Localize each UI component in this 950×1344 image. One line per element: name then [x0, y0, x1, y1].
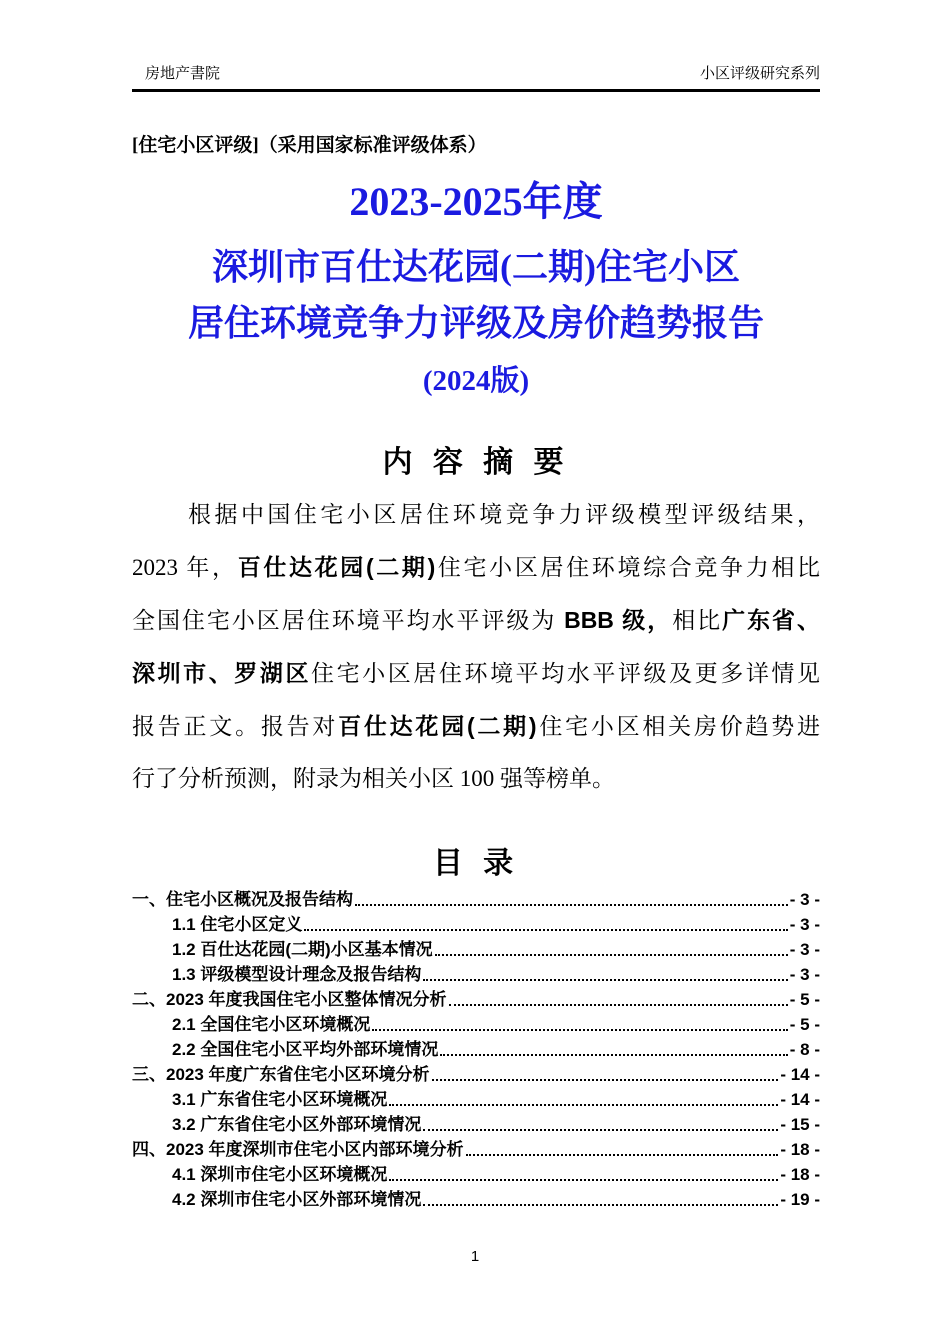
header-left-text: 房地产書院 [145, 65, 221, 82]
toc-entry[interactable] [132, 887, 820, 912]
page-header [132, 0, 820, 92]
abstract-line [132, 753, 820, 805]
report-title-subject: 居住环境竞争力评级及房价趋势报告 [187, 303, 764, 343]
toc-heading: 目 录 [432, 847, 520, 880]
toc-leader-dots [432, 1079, 779, 1081]
toc-entry[interactable] [132, 1062, 820, 1087]
page-number: 1 [470, 1248, 480, 1265]
header-right-text: 小区评级研究系列 [699, 65, 820, 82]
toc-entry-page: - 18 - [780, 1140, 820, 1159]
toc-entry-page: - 3 - [789, 965, 820, 984]
abstract-text-segment: 报告正文。报告对 [132, 714, 339, 739]
abstract-text-segment: 住宅小区居住环境平均水平评级及更多详情见 [311, 661, 821, 686]
toc-entry-label: 二、2023 年度我国住宅小区整体情况分析 [132, 990, 447, 1009]
abstract-heading: 内 容 摘 要 [382, 446, 570, 479]
toc-entry-label: 1.2 百仕达花园(二期)小区基本情况 [172, 940, 433, 959]
toc-entry[interactable] [132, 1087, 820, 1112]
abstract-text-segment: 住宅小区相关房价趋势进 [536, 714, 820, 739]
toc-leader-dots [355, 904, 788, 906]
abstract-text-segment: 全国住宅小区居住环境平均水平评级为 [132, 608, 565, 633]
abstract-text-segment: BBB 级， [564, 607, 673, 633]
toc-entry-label: 3.1 广东省住宅小区环境概况 [172, 1090, 388, 1109]
toc-leader-dots [423, 979, 787, 981]
report-title-year: 2023-2025年度 [349, 179, 603, 224]
toc-entry-page: - 19 - [780, 1190, 820, 1209]
toc-entry[interactable] [132, 1112, 820, 1137]
abstract-text-segment: 2023 年， [132, 555, 238, 580]
abstract-text-segment: 住宅小区居住环境综合竞争力相比 [435, 555, 820, 580]
abstract-line [132, 541, 820, 594]
toc-leader-dots [423, 1129, 778, 1131]
abstract-text-segment: 百仕达花园(二期) [237, 554, 436, 580]
report-edition: (2024版) [422, 365, 530, 397]
toc-leader-dots [440, 1054, 787, 1056]
toc-entry-page: - 14 - [780, 1065, 820, 1084]
classification-line: [住宅小区评级]（采用国家标准评级体系） [132, 135, 487, 156]
abstract-line [132, 647, 820, 700]
abstract-text-segment: 根据中国住宅小区居住环境竞争力评级模型评级结果， [188, 502, 820, 527]
toc-entry[interactable] [132, 962, 820, 987]
abstract-text-segment: 百仕达花园(二期) [338, 713, 537, 739]
toc-entry-page: - 5 - [789, 1015, 820, 1034]
toc-leader-dots [423, 1204, 778, 1206]
abstract-line [132, 700, 820, 753]
toc-leader-dots [372, 1029, 787, 1031]
toc-entry-label: 一、住宅小区概况及报告结构 [132, 890, 353, 909]
report-title-community: 深圳市百仕达花园(二期)住宅小区 [212, 247, 740, 287]
toc-entry-label: 三、2023 年度广东省住宅小区环境分析 [132, 1065, 430, 1084]
toc-leader-dots [304, 929, 787, 931]
toc-entry[interactable] [132, 1012, 820, 1037]
toc-entry[interactable] [132, 912, 820, 937]
toc-entry-label: 2.2 全国住宅小区平均外部环境情况 [172, 1040, 439, 1059]
toc-entry-page: - 8 - [789, 1040, 820, 1059]
toc-entry-label: 4.2 深圳市住宅小区外部环境情况 [172, 1190, 422, 1209]
abstract-line [132, 594, 820, 647]
toc-entry[interactable] [132, 937, 820, 962]
toc-entry-label: 3.2 广东省住宅小区外部环境情况 [172, 1115, 422, 1134]
toc-entry-label: 4.1 深圳市住宅小区环境概况 [172, 1165, 388, 1184]
abstract-text-segment: 相比 [672, 608, 723, 633]
toc-entry-label: 四、2023 年度深圳市住宅小区内部环境分析 [132, 1140, 464, 1159]
toc-list [132, 887, 820, 1212]
toc-entry-page: - 5 - [789, 990, 820, 1009]
toc-leader-dots [389, 1104, 778, 1106]
page-footer [0, 1248, 950, 1266]
toc-entry[interactable] [132, 1137, 820, 1162]
abstract-paragraph [132, 489, 820, 805]
toc-entry[interactable] [132, 987, 820, 1012]
toc-entry[interactable] [132, 1037, 820, 1062]
toc-entry[interactable] [132, 1162, 820, 1187]
toc-entry-page: - 14 - [780, 1090, 820, 1109]
toc-entry-label: 1.3 评级模型设计理念及报告结构 [172, 965, 422, 984]
abstract-text-segment: 广东省、 [722, 607, 821, 633]
abstract-text-segment: 深圳市、罗湖区 [132, 660, 312, 686]
toc-entry-page: - 3 - [789, 915, 820, 934]
toc-entry-label: 1.1 住宅小区定义 [172, 915, 303, 934]
toc-entry-label: 2.1 全国住宅小区环境概况 [172, 1015, 371, 1034]
toc-entry[interactable] [132, 1187, 820, 1212]
toc-leader-dots [435, 954, 788, 956]
toc-leader-dots [449, 1004, 788, 1006]
toc-leader-dots [466, 1154, 779, 1156]
toc-entry-page: - 3 - [789, 940, 820, 959]
toc-entry-page: - 18 - [780, 1165, 820, 1184]
toc-entry-page: - 3 - [789, 890, 820, 909]
toc-leader-dots [389, 1179, 778, 1181]
abstract-line [132, 489, 820, 541]
toc-entry-page: - 15 - [780, 1115, 820, 1134]
abstract-text-segment: 行了分析预测，附录为相关小区 100 强等榜单。 [132, 766, 615, 791]
